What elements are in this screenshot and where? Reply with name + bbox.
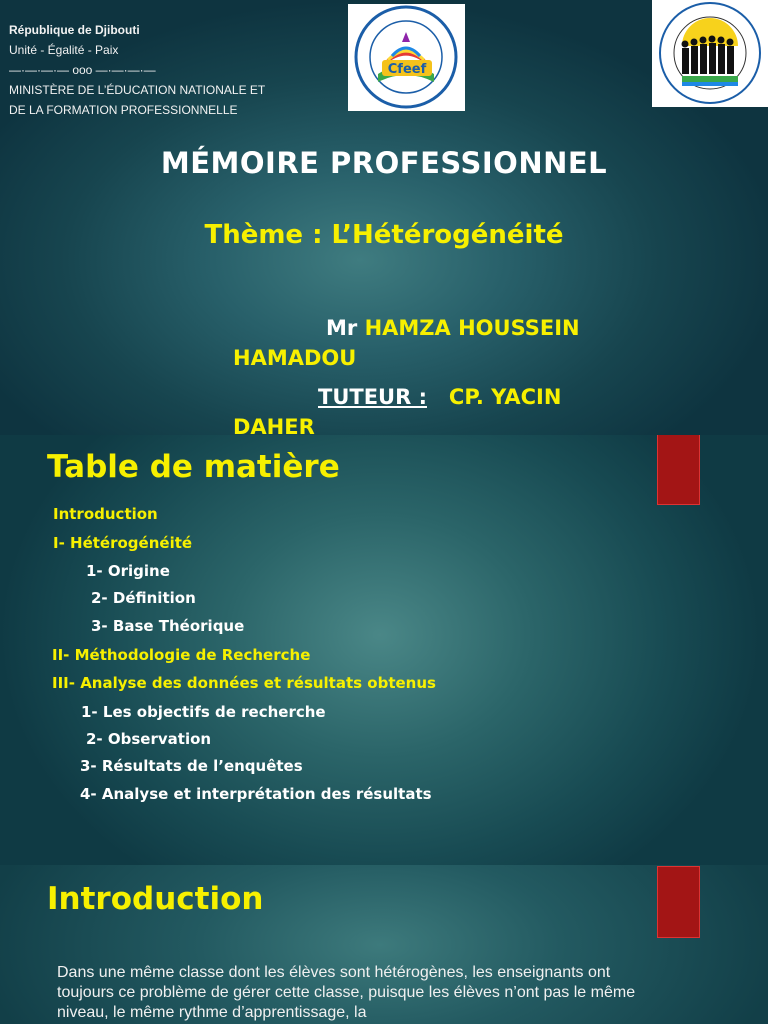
cover-slide [0,0,768,435]
toc-item: II- Méthodologie de Recherche [52,646,311,664]
toc-item: 2- Observation [86,730,212,748]
intro-paragraph: Dans une même classe dont les élèves sont hétérogènes, les enseignants ont toujours ce problème de gérer cette classe, puisque les élèves n’ont pas le même niveau, le même rythme d’apprentissage, la [57,964,636,1021]
toc-heading: Table de matière [47,449,340,485]
ministry-line-2: DE LA FORMATION PROFESSIONNELLE [9,103,238,117]
toc-item: Introduction [53,505,158,523]
toc-slide [0,435,768,865]
intro-heading: Introduction [47,881,264,917]
separator-line: —·—·—·— ooo —·—·—·— [9,63,156,77]
toc-item: III- Analyse des données et résultats obtenus [52,674,436,692]
svg-text:Cfeef: Cfeef [387,62,427,77]
author-block [233,313,633,373]
government-header [9,20,265,120]
introduction-slide [0,865,768,1024]
red-accent-bar [657,866,700,938]
author-name-last: HAMADOU [233,346,357,370]
toc-item: 1- Origine [86,562,170,580]
cfeef-logo [348,4,465,111]
tutor-block [233,382,653,435]
toc-item: I- Hétérogénéité [53,534,193,552]
tutor-name-first: CP. YACIN [448,385,562,409]
ministry-line-1: MINISTÈRE DE L’ÉDUCATION NATIONALE ET [9,83,266,97]
tutor-name-last: DAHER [233,415,315,435]
red-accent-bar [657,435,700,505]
tutor-label: TUTEUR : [318,385,427,409]
toc-item: 3- Base Théorique [91,617,245,635]
author-prefix: Mr [326,316,358,340]
toc-item: 3- Résultats de l’enquêtes [80,757,303,775]
thesis-title: MÉMOIRE PROFESSIONNEL [160,146,608,180]
toc-item: 1- Les objectifs de recherche [81,703,326,721]
ministry-logo [652,0,768,107]
toc-item: 4- Analyse et interprétation des résultats [80,785,432,803]
author-name-first: HAMZA HOUSSEIN [364,316,580,340]
thesis-theme: Thème : L’Hétérogénéité [204,220,564,250]
republic-line: République de Djibouti [9,23,140,37]
toc-item: 2- Définition [91,589,196,607]
motto-line: Unité - Égalité - Paix [9,43,119,57]
